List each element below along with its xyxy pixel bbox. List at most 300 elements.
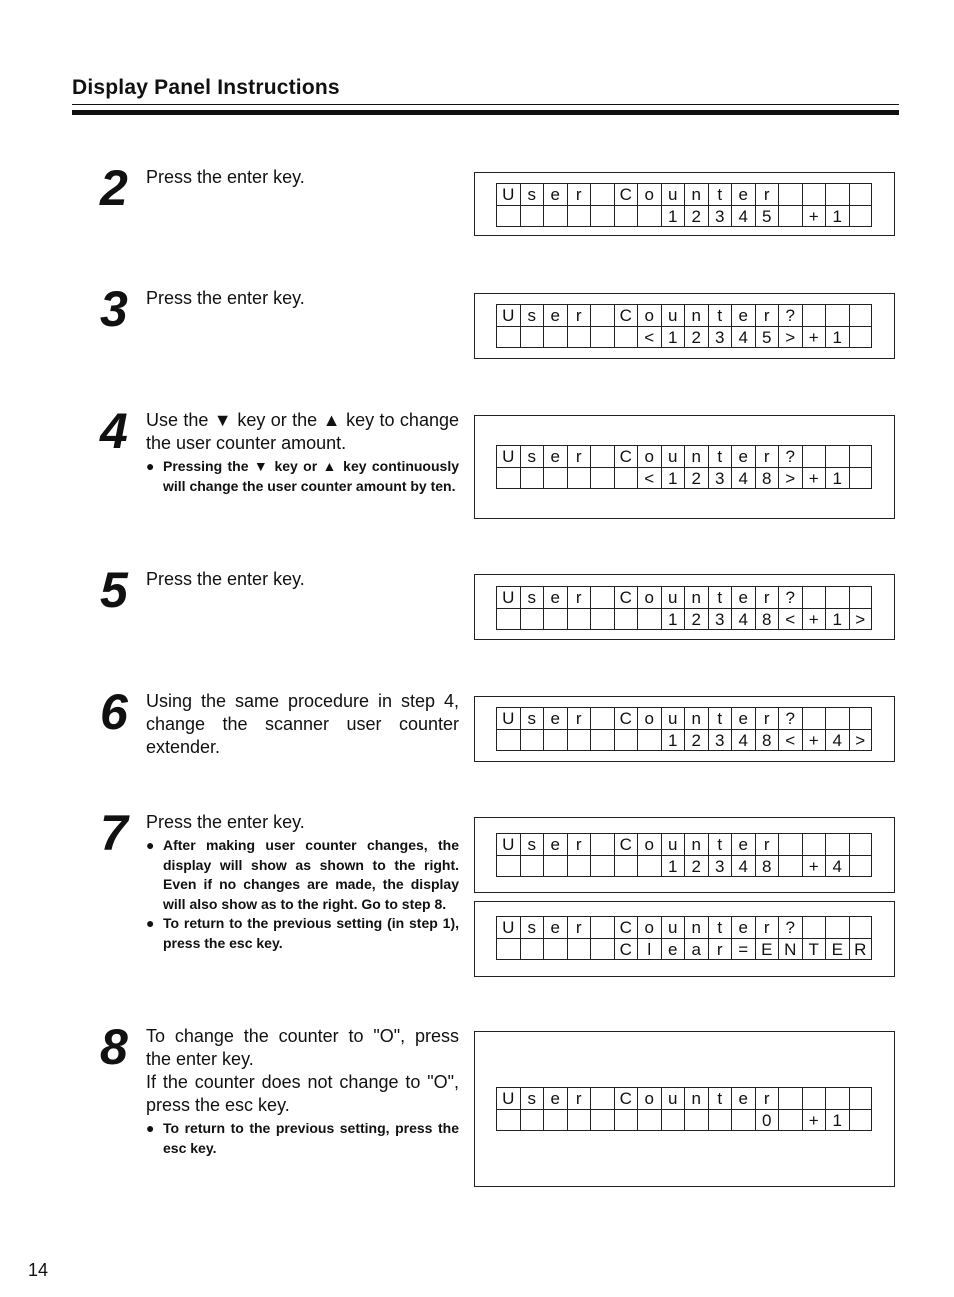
lcd-cell: ? bbox=[778, 445, 802, 467]
lcd-cell bbox=[849, 855, 873, 877]
lcd-cell: 2 bbox=[684, 729, 708, 751]
step-number: 4 bbox=[100, 403, 128, 459]
lcd-cell: = bbox=[731, 938, 755, 960]
lcd-row bbox=[496, 205, 872, 227]
lcd-cell bbox=[802, 445, 826, 467]
lcd-cell bbox=[778, 183, 802, 205]
lcd-cell: U bbox=[496, 916, 520, 938]
lcd-cell: e bbox=[731, 183, 755, 205]
lcd-cell: 1 bbox=[661, 855, 685, 877]
lcd-cell bbox=[849, 326, 873, 348]
lcd-cell: 3 bbox=[708, 467, 732, 489]
lcd-cell: 3 bbox=[708, 205, 732, 227]
lcd-cell: U bbox=[496, 304, 520, 326]
bullet-icon: ● bbox=[146, 458, 155, 474]
lcd-cell: r bbox=[567, 445, 591, 467]
lcd-cell: r bbox=[567, 183, 591, 205]
step-instruction bbox=[146, 568, 459, 591]
lcd-cell: t bbox=[708, 1087, 732, 1109]
lcd-cell: 1 bbox=[825, 467, 849, 489]
lcd-cell bbox=[496, 608, 520, 630]
lcd-cell: < bbox=[637, 467, 661, 489]
step-instruction bbox=[146, 166, 459, 189]
lcd-cell: o bbox=[637, 445, 661, 467]
lcd-cell bbox=[590, 304, 614, 326]
lcd-cell bbox=[567, 855, 591, 877]
lcd-cell: s bbox=[520, 586, 544, 608]
lcd-cell: U bbox=[496, 707, 520, 729]
lcd-cell: C bbox=[614, 586, 638, 608]
lcd-cell bbox=[802, 1087, 826, 1109]
lcd-cell bbox=[802, 707, 826, 729]
lcd-cell bbox=[590, 729, 614, 751]
lcd-cell bbox=[849, 205, 873, 227]
lcd-cell: n bbox=[684, 833, 708, 855]
lcd-cell bbox=[543, 729, 567, 751]
lcd-cell: 4 bbox=[731, 729, 755, 751]
lcd-cell: n bbox=[684, 304, 708, 326]
lcd-cell: 1 bbox=[661, 467, 685, 489]
step-main-text: Press the enter key. bbox=[146, 812, 305, 832]
lcd-cell: u bbox=[661, 916, 685, 938]
lcd-row bbox=[496, 1087, 872, 1109]
lcd-cell bbox=[778, 1087, 802, 1109]
page-number: 14 bbox=[28, 1260, 49, 1280]
lcd-display-panel bbox=[474, 696, 895, 762]
lcd-cell bbox=[543, 608, 567, 630]
lcd-row bbox=[496, 608, 872, 630]
lcd-cell bbox=[825, 707, 849, 729]
lcd-display-panel bbox=[474, 293, 895, 359]
lcd-cell bbox=[496, 467, 520, 489]
lcd-row bbox=[496, 729, 872, 751]
lcd-cell: o bbox=[637, 916, 661, 938]
lcd-cell: t bbox=[708, 833, 732, 855]
lcd-cell: 3 bbox=[708, 326, 732, 348]
lcd-cell: > bbox=[849, 729, 873, 751]
lcd-row bbox=[496, 1109, 872, 1131]
lcd-screen bbox=[496, 916, 872, 960]
lcd-cell bbox=[590, 707, 614, 729]
lcd-cell: C bbox=[614, 938, 638, 960]
lcd-cell: 4 bbox=[825, 855, 849, 877]
lcd-cell: u bbox=[661, 183, 685, 205]
lcd-cell: U bbox=[496, 833, 520, 855]
lcd-cell: u bbox=[661, 586, 685, 608]
lcd-cell bbox=[614, 467, 638, 489]
lcd-cell bbox=[637, 205, 661, 227]
lcd-row bbox=[496, 916, 872, 938]
lcd-cell: 1 bbox=[661, 729, 685, 751]
bullet-icon: ● bbox=[146, 1120, 155, 1136]
lcd-cell: s bbox=[520, 304, 544, 326]
lcd-cell bbox=[802, 183, 826, 205]
lcd-cell: t bbox=[708, 445, 732, 467]
lcd-cell: u bbox=[661, 1087, 685, 1109]
lcd-cell: + bbox=[802, 467, 826, 489]
lcd-cell bbox=[496, 729, 520, 751]
lcd-cell bbox=[520, 326, 544, 348]
lcd-cell: r bbox=[567, 916, 591, 938]
lcd-cell bbox=[778, 205, 802, 227]
lcd-cell bbox=[567, 938, 591, 960]
lcd-cell: r bbox=[755, 304, 779, 326]
lcd-cell bbox=[614, 205, 638, 227]
step-notes bbox=[146, 836, 459, 953]
lcd-cell bbox=[520, 855, 544, 877]
lcd-cell bbox=[825, 304, 849, 326]
lcd-cell: 3 bbox=[708, 608, 732, 630]
lcd-cell: e bbox=[543, 1087, 567, 1109]
lcd-cell: t bbox=[708, 586, 732, 608]
step-note bbox=[146, 914, 459, 953]
lcd-cell: U bbox=[496, 1087, 520, 1109]
lcd-cell: 0 bbox=[755, 1109, 779, 1131]
header-rule-thin bbox=[72, 104, 899, 105]
lcd-cell bbox=[520, 608, 544, 630]
note-text: To return to the previous setting, press the esc key. bbox=[163, 1120, 459, 1156]
lcd-cell bbox=[567, 608, 591, 630]
lcd-cell: t bbox=[708, 916, 732, 938]
lcd-cell: e bbox=[731, 586, 755, 608]
lcd-cell: s bbox=[520, 183, 544, 205]
lcd-cell: > bbox=[849, 608, 873, 630]
lcd-cell bbox=[590, 467, 614, 489]
lcd-cell bbox=[590, 445, 614, 467]
lcd-cell: 8 bbox=[755, 608, 779, 630]
lcd-cell: 1 bbox=[825, 608, 849, 630]
lcd-cell: 4 bbox=[731, 608, 755, 630]
lcd-cell bbox=[825, 916, 849, 938]
lcd-cell: + bbox=[802, 326, 826, 348]
lcd-cell bbox=[825, 833, 849, 855]
lcd-cell bbox=[496, 938, 520, 960]
lcd-cell: e bbox=[731, 304, 755, 326]
step-main-text: Use the ▼ key or the ▲ key to change the user counter amount. bbox=[146, 410, 459, 453]
lcd-cell: 4 bbox=[731, 326, 755, 348]
lcd-display-panel bbox=[474, 901, 895, 977]
lcd-cell: U bbox=[496, 183, 520, 205]
lcd-cell bbox=[849, 707, 873, 729]
lcd-cell: e bbox=[543, 586, 567, 608]
lcd-cell: u bbox=[661, 707, 685, 729]
lcd-cell bbox=[849, 1087, 873, 1109]
lcd-cell: C bbox=[614, 445, 638, 467]
note-text: After making user counter changes, the display will show as shown to the right. Even if no changes are made, the display will also show as to the right. Go to step 8. bbox=[163, 837, 459, 912]
lcd-cell: 2 bbox=[684, 608, 708, 630]
lcd-cell: 8 bbox=[755, 729, 779, 751]
lcd-cell: U bbox=[496, 586, 520, 608]
lcd-row bbox=[496, 833, 872, 855]
step-instruction bbox=[146, 409, 459, 496]
lcd-cell: e bbox=[731, 445, 755, 467]
lcd-cell: + bbox=[802, 205, 826, 227]
step-number: 6 bbox=[100, 684, 128, 740]
lcd-cell: r bbox=[755, 916, 779, 938]
lcd-cell: 8 bbox=[755, 467, 779, 489]
lcd-cell: ? bbox=[778, 707, 802, 729]
lcd-cell: C bbox=[614, 707, 638, 729]
lcd-cell: l bbox=[637, 938, 661, 960]
step-main-text: To change the counter to "O", press the enter key. bbox=[146, 1026, 459, 1069]
header-rule-thick bbox=[72, 110, 899, 115]
lcd-cell: 1 bbox=[661, 205, 685, 227]
lcd-cell: r bbox=[755, 1087, 779, 1109]
lcd-cell: e bbox=[731, 916, 755, 938]
lcd-cell: C bbox=[614, 304, 638, 326]
lcd-cell bbox=[778, 855, 802, 877]
lcd-cell bbox=[802, 586, 826, 608]
lcd-row bbox=[496, 445, 872, 467]
lcd-cell bbox=[496, 855, 520, 877]
lcd-cell: a bbox=[684, 938, 708, 960]
lcd-cell bbox=[543, 205, 567, 227]
lcd-cell: n bbox=[684, 707, 708, 729]
lcd-cell: 2 bbox=[684, 855, 708, 877]
lcd-cell bbox=[590, 855, 614, 877]
lcd-display-panel bbox=[474, 817, 895, 893]
step-main-text: Press the enter key. bbox=[146, 288, 305, 308]
lcd-cell bbox=[520, 1109, 544, 1131]
lcd-cell: 3 bbox=[708, 855, 732, 877]
lcd-cell: r bbox=[567, 586, 591, 608]
lcd-cell bbox=[849, 1109, 873, 1131]
lcd-cell bbox=[614, 326, 638, 348]
lcd-row bbox=[496, 855, 872, 877]
step-number: 7 bbox=[100, 805, 128, 861]
lcd-cell: < bbox=[778, 608, 802, 630]
lcd-cell bbox=[590, 916, 614, 938]
lcd-cell: ? bbox=[778, 586, 802, 608]
lcd-cell bbox=[590, 586, 614, 608]
lcd-cell: 3 bbox=[708, 729, 732, 751]
lcd-cell bbox=[778, 1109, 802, 1131]
lcd-cell bbox=[496, 205, 520, 227]
lcd-cell: C bbox=[614, 183, 638, 205]
lcd-cell bbox=[825, 586, 849, 608]
note-text: To return to the previous setting (in step 1), press the esc key. bbox=[163, 915, 459, 951]
step-main-text: Using the same procedure in step 4, change the scanner user counter extender. bbox=[146, 691, 459, 757]
lcd-cell: e bbox=[543, 183, 567, 205]
lcd-cell bbox=[825, 183, 849, 205]
lcd-display-panel bbox=[474, 172, 895, 236]
step-notes bbox=[146, 1119, 459, 1158]
lcd-cell bbox=[543, 326, 567, 348]
lcd-cell bbox=[684, 1109, 708, 1131]
lcd-cell: 1 bbox=[661, 326, 685, 348]
lcd-cell: t bbox=[708, 183, 732, 205]
lcd-cell: C bbox=[614, 1087, 638, 1109]
lcd-cell: 1 bbox=[661, 608, 685, 630]
lcd-cell: r bbox=[567, 304, 591, 326]
step-secondary-text: If the counter does not change to "O", press the esc key. bbox=[146, 1072, 459, 1115]
lcd-cell bbox=[543, 938, 567, 960]
lcd-cell: E bbox=[825, 938, 849, 960]
lcd-cell bbox=[637, 729, 661, 751]
bullet-icon: ● bbox=[146, 915, 155, 931]
lcd-cell bbox=[567, 729, 591, 751]
lcd-cell bbox=[849, 304, 873, 326]
lcd-cell: + bbox=[802, 855, 826, 877]
page-title: Display Panel Instructions bbox=[72, 76, 340, 99]
lcd-cell bbox=[614, 1109, 638, 1131]
lcd-row bbox=[496, 183, 872, 205]
step-number: 2 bbox=[100, 160, 128, 216]
lcd-cell: r bbox=[755, 586, 779, 608]
lcd-cell bbox=[802, 833, 826, 855]
lcd-cell bbox=[567, 205, 591, 227]
lcd-cell: < bbox=[778, 729, 802, 751]
lcd-cell: 1 bbox=[825, 326, 849, 348]
lcd-cell bbox=[614, 855, 638, 877]
lcd-cell: e bbox=[543, 916, 567, 938]
note-text: Pressing the ▼ key or ▲ key continuously will change the user counter amount by ten. bbox=[163, 458, 459, 494]
lcd-cell: e bbox=[543, 445, 567, 467]
lcd-cell: 4 bbox=[731, 467, 755, 489]
lcd-cell: e bbox=[543, 833, 567, 855]
lcd-cell: 5 bbox=[755, 205, 779, 227]
lcd-cell: e bbox=[731, 707, 755, 729]
step-instruction bbox=[146, 811, 459, 953]
lcd-cell bbox=[496, 326, 520, 348]
lcd-cell: e bbox=[731, 1087, 755, 1109]
lcd-cell: 2 bbox=[684, 467, 708, 489]
lcd-row bbox=[496, 304, 872, 326]
lcd-cell: o bbox=[637, 586, 661, 608]
lcd-cell: 1 bbox=[825, 1109, 849, 1131]
lcd-cell: r bbox=[755, 833, 779, 855]
lcd-cell bbox=[825, 1087, 849, 1109]
lcd-cell bbox=[520, 938, 544, 960]
lcd-cell bbox=[849, 183, 873, 205]
lcd-cell: + bbox=[802, 608, 826, 630]
lcd-cell bbox=[520, 729, 544, 751]
lcd-screen bbox=[496, 707, 872, 751]
lcd-screen bbox=[496, 445, 872, 489]
lcd-display-panel bbox=[474, 574, 895, 640]
lcd-cell: n bbox=[684, 1087, 708, 1109]
step-instruction bbox=[146, 287, 459, 310]
lcd-cell bbox=[590, 183, 614, 205]
lcd-cell: N bbox=[778, 938, 802, 960]
step-main-text: Press the enter key. bbox=[146, 167, 305, 187]
lcd-row bbox=[496, 938, 872, 960]
lcd-cell: u bbox=[661, 445, 685, 467]
lcd-cell: n bbox=[684, 183, 708, 205]
lcd-cell: + bbox=[802, 729, 826, 751]
lcd-cell: 8 bbox=[755, 855, 779, 877]
lcd-cell: r bbox=[755, 445, 779, 467]
lcd-cell: e bbox=[731, 833, 755, 855]
lcd-cell bbox=[849, 586, 873, 608]
lcd-cell: s bbox=[520, 1087, 544, 1109]
lcd-cell bbox=[614, 729, 638, 751]
lcd-cell: C bbox=[614, 833, 638, 855]
lcd-cell: 4 bbox=[731, 205, 755, 227]
bullet-icon: ● bbox=[146, 837, 155, 853]
lcd-cell bbox=[778, 833, 802, 855]
lcd-cell: s bbox=[520, 833, 544, 855]
lcd-cell: + bbox=[802, 1109, 826, 1131]
step-main-text: Press the enter key. bbox=[146, 569, 305, 589]
lcd-cell bbox=[802, 916, 826, 938]
lcd-cell: T bbox=[802, 938, 826, 960]
lcd-row bbox=[496, 707, 872, 729]
lcd-cell bbox=[637, 1109, 661, 1131]
lcd-cell bbox=[802, 304, 826, 326]
lcd-cell: 1 bbox=[825, 205, 849, 227]
lcd-cell bbox=[849, 916, 873, 938]
lcd-cell: E bbox=[755, 938, 779, 960]
lcd-cell: o bbox=[637, 707, 661, 729]
lcd-row bbox=[496, 467, 872, 489]
lcd-cell: e bbox=[543, 304, 567, 326]
lcd-cell: t bbox=[708, 707, 732, 729]
lcd-cell bbox=[661, 1109, 685, 1131]
lcd-cell: s bbox=[520, 445, 544, 467]
step-note bbox=[146, 1119, 459, 1158]
lcd-cell: r bbox=[567, 1087, 591, 1109]
lcd-cell: > bbox=[778, 326, 802, 348]
lcd-cell bbox=[849, 467, 873, 489]
lcd-display-panel bbox=[474, 1031, 895, 1187]
lcd-cell bbox=[543, 855, 567, 877]
lcd-cell: 4 bbox=[731, 855, 755, 877]
lcd-screen bbox=[496, 586, 872, 630]
lcd-cell bbox=[590, 205, 614, 227]
lcd-cell bbox=[708, 1109, 732, 1131]
lcd-cell: 4 bbox=[825, 729, 849, 751]
lcd-cell: n bbox=[684, 916, 708, 938]
lcd-cell: e bbox=[661, 938, 685, 960]
lcd-cell: t bbox=[708, 304, 732, 326]
lcd-cell bbox=[496, 1109, 520, 1131]
lcd-cell bbox=[849, 445, 873, 467]
lcd-cell: e bbox=[543, 707, 567, 729]
lcd-cell: 2 bbox=[684, 205, 708, 227]
lcd-screen bbox=[496, 304, 872, 348]
lcd-cell bbox=[731, 1109, 755, 1131]
lcd-cell: n bbox=[684, 586, 708, 608]
lcd-cell: r bbox=[708, 938, 732, 960]
step-number: 8 bbox=[100, 1019, 128, 1075]
lcd-cell: s bbox=[520, 916, 544, 938]
step-note bbox=[146, 457, 459, 496]
lcd-cell: o bbox=[637, 183, 661, 205]
lcd-cell: r bbox=[755, 183, 779, 205]
lcd-cell bbox=[543, 1109, 567, 1131]
lcd-cell: ? bbox=[778, 304, 802, 326]
lcd-cell: o bbox=[637, 833, 661, 855]
lcd-cell: r bbox=[567, 833, 591, 855]
lcd-cell: 5 bbox=[755, 326, 779, 348]
lcd-cell: s bbox=[520, 707, 544, 729]
step-number: 5 bbox=[100, 562, 128, 618]
step-instruction bbox=[146, 690, 459, 759]
lcd-cell bbox=[849, 833, 873, 855]
lcd-cell: r bbox=[755, 707, 779, 729]
lcd-cell: R bbox=[849, 938, 873, 960]
step-number: 3 bbox=[100, 281, 128, 337]
lcd-screen bbox=[496, 183, 872, 227]
lcd-screen bbox=[496, 1087, 872, 1131]
lcd-cell: r bbox=[567, 707, 591, 729]
lcd-cell bbox=[590, 1109, 614, 1131]
lcd-cell: u bbox=[661, 833, 685, 855]
lcd-cell: u bbox=[661, 304, 685, 326]
lcd-cell: 2 bbox=[684, 326, 708, 348]
lcd-cell bbox=[567, 326, 591, 348]
